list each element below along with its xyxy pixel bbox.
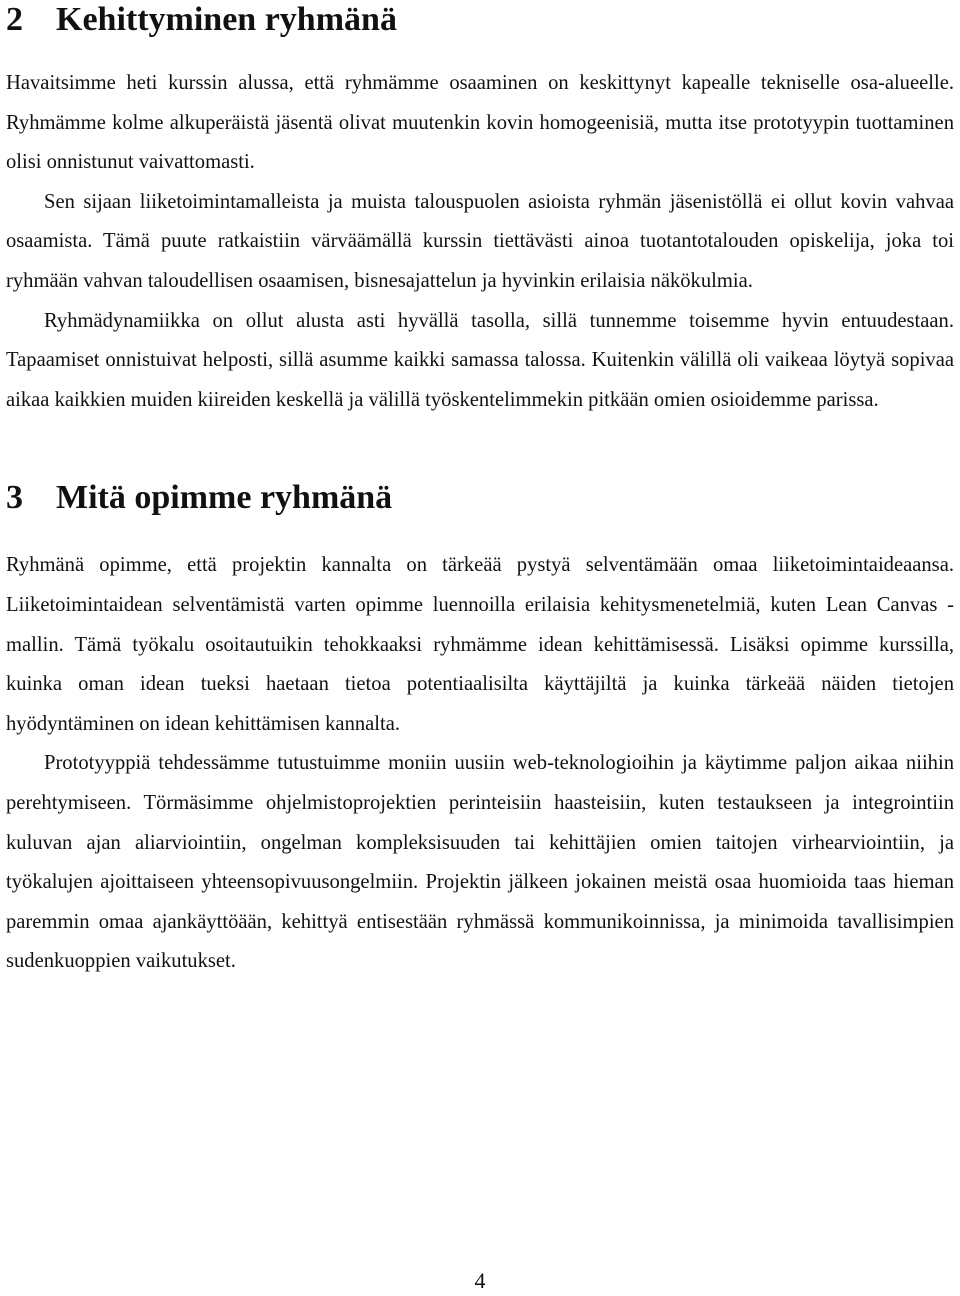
- section-2-number: 2: [6, 1, 23, 38]
- section-3-heading: [6, 478, 954, 518]
- section-2-heading: [6, 0, 954, 40]
- section-2-paragraph-2: Sen sijaan liiketoimintamalleista ja muista talouspuolen asioista ryhmän jäsenistöllä ei ollut kovin vahvaa osaamista. Tämä puute ratkaistiin värväämällä kurssin tiettävästi ainoa tuotantotalouden opiskelija, joka toi ryhmään vahvan taloudellisen osaamisen, bisnesajattelun ja hyvinkin erilaisia näkökulmia.: [6, 190, 954, 292]
- section-3-title: Mitä opimme ryhmänä: [56, 479, 393, 517]
- section-3-paragraph-2: Prototyyppiä tehdessämme tutustuimme moniin uusiin web-teknologioihin ja käytimme paljon aikaa niihin perehtymiseen. Törmäsimme ohjelmistoprojektien perinteisiin haasteisiin, kuten testaukseen ja integrointiin kuluvan ajan aliarviointiin, ongelman kompleksisuuden tai kehittäjien omien taitojen virhearviointiin, ja työkalujen ajoittaiseen yhteensopivuusongelmiin. Projektin jälkeen jokainen meistä osaa huomioida taas hieman paremmin omaa ajankäyttöään, kehittyä entisestään ryhmässä kommunikoinnissa, ja minimoida tavallisimpien sudenkuoppien vaikutukset.: [6, 752, 954, 973]
- section-2-title: Kehittyminen ryhmänä: [56, 1, 397, 38]
- section-2-paragraph-3: Ryhmädynamiikka on ollut alusta asti hyvällä tasolla, sillä tunnemme toisemme hyvin entuudestaan. Tapaamiset onnistuivat helposti, sillä asumme kaikki samassa talossa. Kuitenkin välillä oli vaikeaa löytyä sopivaa aikaa kaikkien muiden kiireiden keskellä ja välillä työskentelimmekin pitkään omien osioidemme parissa.: [6, 309, 954, 411]
- page-number: 4: [474, 1268, 486, 1293]
- section-3-body: [6, 546, 954, 982]
- section-2-paragraph-1: Havaitsimme heti kurssin alussa, että ryhmämme osaaminen on keskittynyt kapealle tekniselle osa-alueelle. Ryhmämme kolme alkuperäistä jäsentä olivat muutenkin kovin homogeenisiä, mutta itse prototyypin tuottaminen olisi onnistunut vaivattomasti.: [6, 72, 954, 174]
- document-page: [6, 0, 954, 982]
- section-2-body: [6, 64, 954, 420]
- section-3-paragraph-1: Ryhmänä opimme, että projektin kannalta on tärkeää pystyä selventämään omaa liiketoimintaideaansa. Liiketoimintaidean selventämistä varten opimme luennoilla erilaisia kehitysmenetelmiä, kuten Lean Canvas -mallin. Tämä työkalu osoitautuikin tehokkaaksi ryhmämme idean kehittämisessä. Lisäksi opimme kurssilla, kuinka oman idean tueksi haetaan tietoa potentiaalisilta käyttäjiltä ja kuinka tärkeää näiden tietojen hyödyntäminen on idean kehittämisen kannalta.: [6, 554, 954, 735]
- section-3-number: 3: [6, 479, 23, 517]
